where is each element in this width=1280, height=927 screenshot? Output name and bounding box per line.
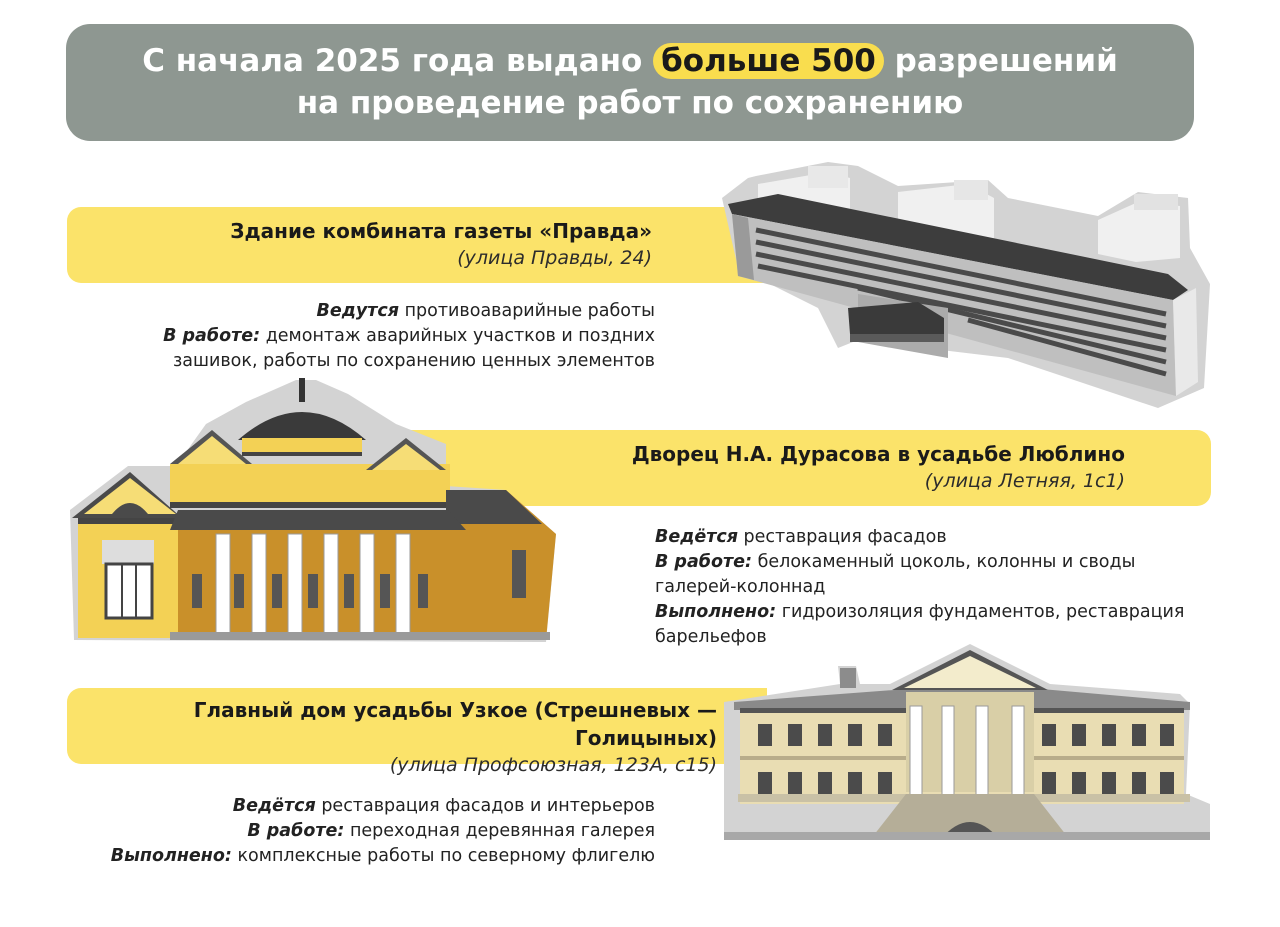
status-label: Ведутся: [316, 301, 400, 321]
status-label: Ведётся: [655, 527, 738, 547]
work-text: белокаменный цоколь, колонны и своды галерей-колоннад: [655, 552, 1136, 597]
header-text-post: разрешений: [894, 43, 1118, 79]
done-text: комплексные работы по северному флигелю: [237, 846, 655, 866]
object-title: Главный дом усадьбы Узкое (Стрешневых — Голицыных): [193, 698, 717, 750]
object-description-uzkoe: [100, 794, 655, 869]
header-highlight: больше 500: [653, 43, 884, 79]
object-description-pravda: [100, 299, 655, 374]
status-text: реставрация фасадов и интерьеров: [321, 796, 655, 816]
object-title: Дворец Н.А. Дурасова в усадьбе Люблино: [631, 442, 1125, 466]
header-line-2: на проведение работ по сохранению: [296, 85, 964, 121]
durasov-palace-illustration: [66, 374, 560, 644]
object-title: Здание комбината газеты «Правда»: [230, 219, 652, 243]
work-line: [655, 550, 1195, 600]
status-text: реставрация фасадов: [743, 527, 947, 547]
done-label: Выполнено:: [655, 602, 777, 622]
work-label: В работе:: [247, 821, 345, 841]
status-line: [100, 299, 655, 324]
status-label: Ведётся: [232, 796, 316, 816]
status-line: [655, 525, 1195, 550]
done-label: Выполнено:: [110, 846, 232, 866]
object-band-uzkoe: [67, 688, 767, 776]
status-line: [100, 794, 655, 819]
done-text: гидроизоляция фундаментов, реставрация барельефов: [655, 602, 1185, 647]
status-text: противоаварийные работы: [404, 301, 655, 321]
work-text: демонтаж аварийных участков и поздних зашивок, работы по сохранению ценных элементов: [172, 326, 655, 371]
header-line-1: [66, 40, 1194, 82]
done-line: [655, 600, 1195, 650]
object-address: (улица Профсоюзная, 123А, с15): [389, 754, 717, 776]
work-label: В работе:: [655, 552, 753, 572]
object-address: (улица Правды, 24): [457, 247, 652, 269]
done-line: [100, 844, 655, 869]
work-label: В работе:: [163, 326, 261, 346]
work-text: переходная деревянная галерея: [349, 821, 655, 841]
object-description-durasov: [655, 525, 1195, 650]
pravda-building-illustration: [718, 158, 1216, 412]
work-line: [100, 819, 655, 844]
work-line: [100, 324, 655, 374]
object-band-pravda: [67, 207, 767, 283]
header-banner: [66, 24, 1194, 141]
uzkoe-manor-illustration: [720, 644, 1214, 840]
object-address: (улица Летняя, 1с1): [924, 470, 1125, 492]
header-text-pre: С начала 2025 года выдано: [142, 43, 643, 79]
